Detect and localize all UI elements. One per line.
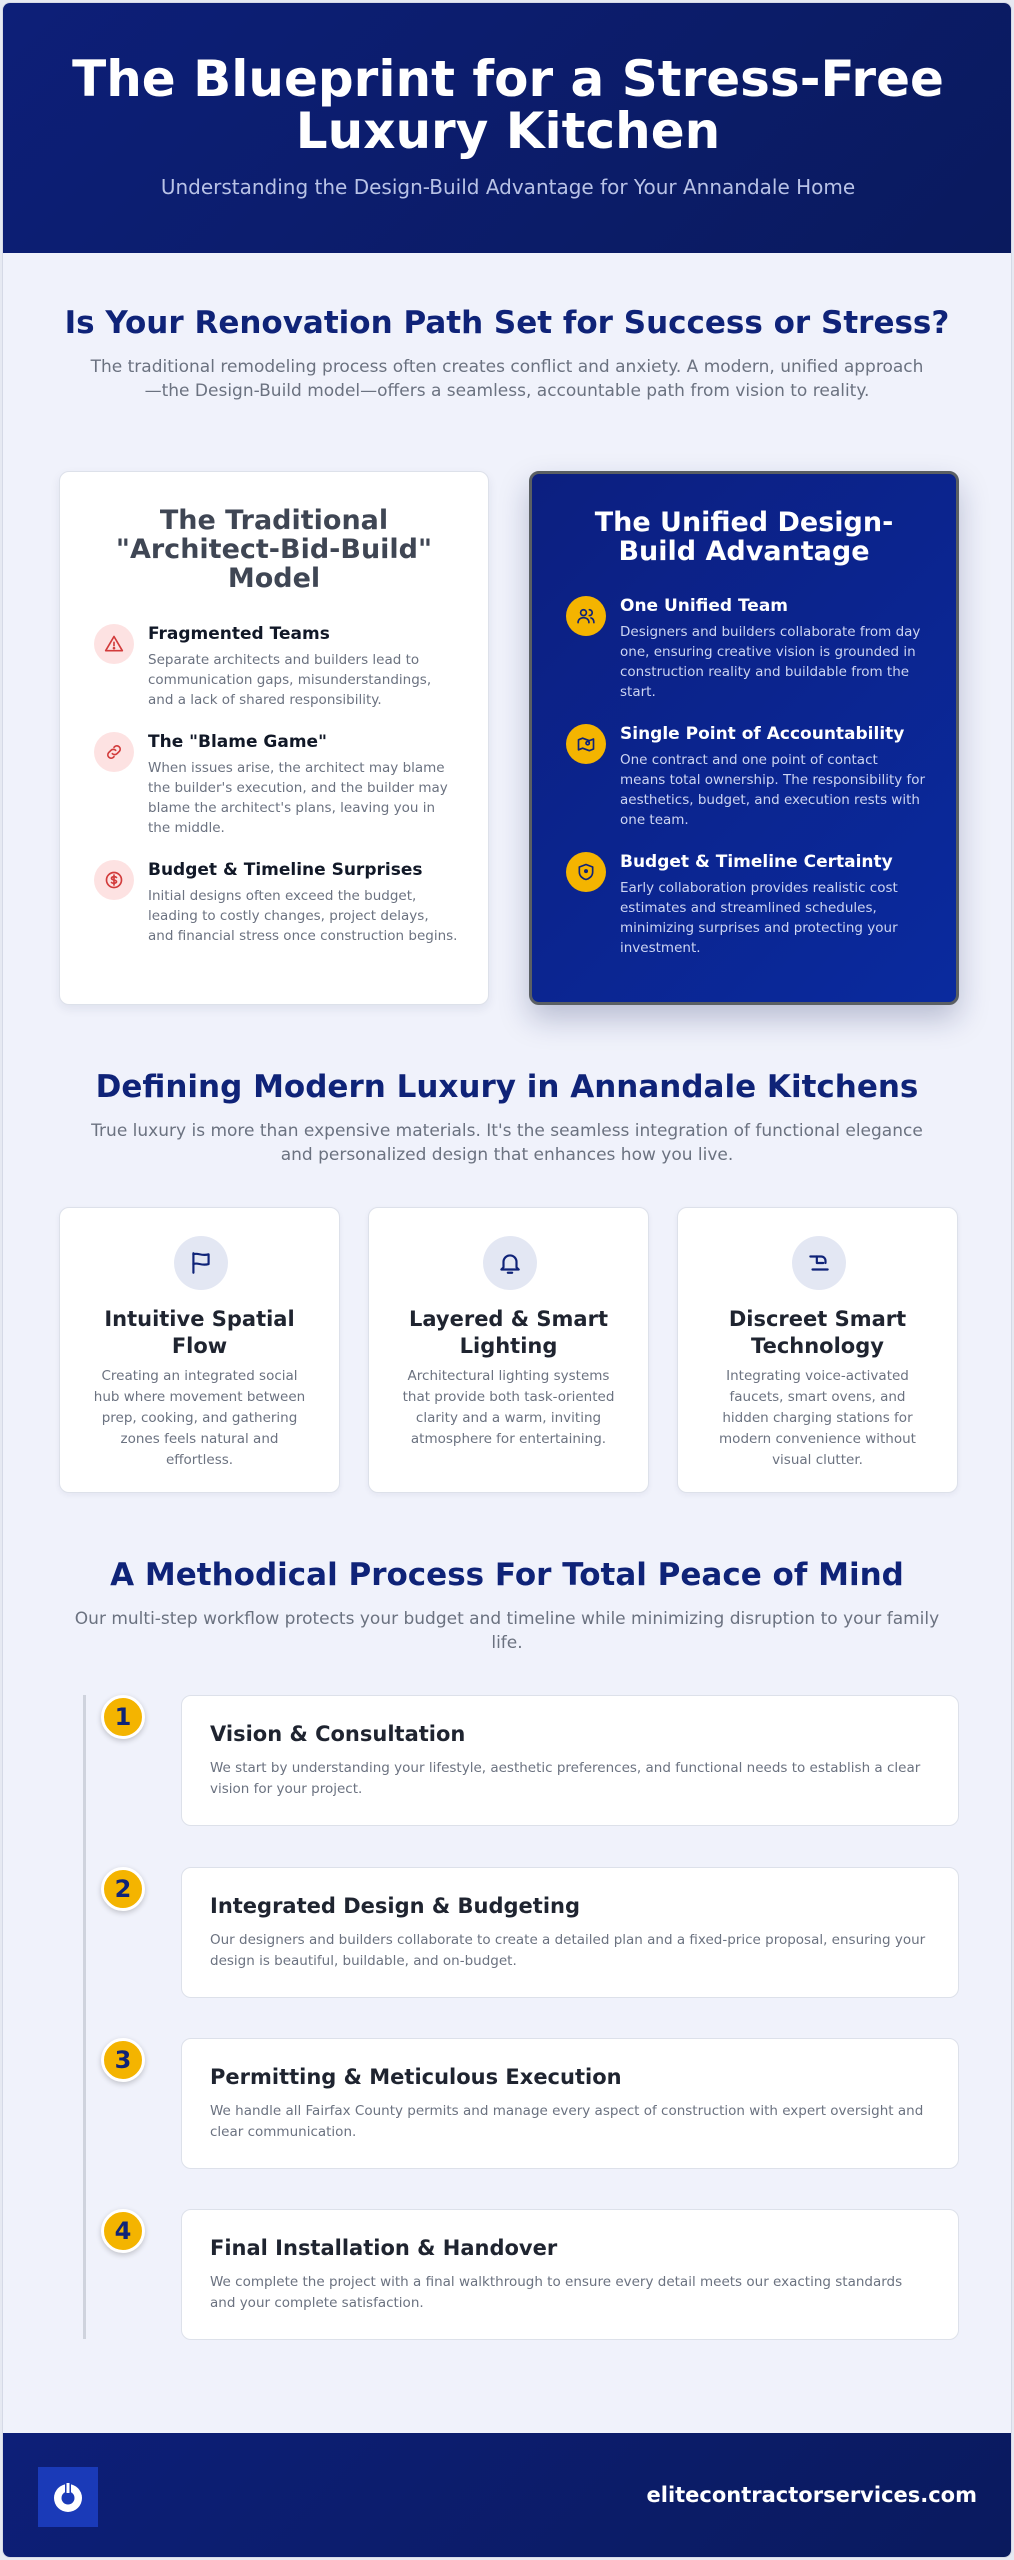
process-section-title: A Methodical Process For Total Peace of Mind [110,1557,904,1593]
luxury-card-title: Intuitive Spatial Flow [104,1307,295,1358]
faucet-icon [792,1236,846,1290]
process-step-card [181,2209,959,2340]
link-icon [94,732,134,772]
unified-item-title: Budget & Timeline Certainty [620,852,893,872]
process-step-desc: We complete the project with a final walkthrough to ensure every detail meets our exacting standards and your complete satisfaction. [210,2274,903,2311]
traditional-item-title: Budget & Timeline Surprises [148,860,423,880]
process-step-card [181,1695,959,1826]
step-number-badge: 3 [101,2038,145,2082]
luxury-card-title: Discreet Smart Technology [728,1307,907,1358]
luxury-section-subtitle: True luxury is more than expensive materials. It's the seamless integration of functional elegance and personalized design that enhances how you live. [91,1121,923,1165]
path-section-subtitle: The traditional remodeling process often creates conflict and anxiety. A modern, unified approach—the Design-Build model—offers a seamless, accountable path from vision to reality. [90,357,924,401]
process-step-card [181,2038,959,2169]
process-step-title: Final Installation & Handover [210,2236,558,2260]
luxury-card-desc: Architectural lighting systems that provide both task-oriented clarity and a warm, inviting atmosphere for entertaining. [402,1368,615,1447]
map-pin-icon [566,724,606,764]
unified-card-title: The Unified Design-Build Advantage [594,507,894,567]
unified-item-desc: Designers and builders collaborate from day one, ensuring creative vision is grounded in construction reality and buildable from the start. [620,624,921,700]
bell-icon [483,1236,537,1290]
step-number-badge: 1 [101,1695,145,1739]
process-step-card [181,1867,959,1998]
traditional-item-title: The "Blame Game" [148,732,327,752]
footer [3,2433,1012,2558]
luxury-card [59,1207,340,1493]
step-number-badge: 4 [101,2209,145,2253]
page-title: The Blueprint for a Stress-Free Luxury Kitchen [72,50,944,160]
unified-model-card [529,471,959,1005]
shield-icon [566,852,606,892]
dollar-icon [94,860,134,900]
unified-item-desc: One contract and one point of contact means total ownership. The responsibility for aesthetics, budget, and execution rests with one team. [620,752,926,828]
luxury-card [368,1207,649,1493]
infographic-page [2,2,1012,2558]
luxury-section-title: Defining Modern Luxury in Annandale Kitchens [95,1069,919,1105]
hero-header [3,3,1012,253]
traditional-model-card [59,471,489,1005]
process-step-title: Integrated Design & Budgeting [210,1894,581,1918]
traditional-item-desc: When issues arise, the architect may blame the builder's execution, and the builder may blame the architect's plans, leaving you in the middle. [148,760,448,836]
process-step-desc: We start by understanding your lifestyle, aesthetic preferences, and functional needs to establish a clear vision for your project. [210,1760,921,1797]
unified-item-title: Single Point of Accountability [620,724,905,744]
traditional-card-title: The Traditional "Architect-Bid-Build" Model [115,505,433,594]
process-step-title: Permitting & Meticulous Execution [210,2065,622,2089]
website-link[interactable]: elitecontractorservices.com [646,2483,977,2507]
flag-icon [174,1236,228,1290]
luxury-card-title: Layered & Smart Lighting [409,1307,608,1358]
process-step-desc: We handle all Fairfax County permits and manage every aspect of construction with expert oversight and clear communication. [210,2103,924,2140]
luxury-card [677,1207,958,1493]
luxury-card-desc: Integrating voice-activated faucets, smart ovens, and hidden charging stations for modern convenience without visual clutter. [719,1368,916,1468]
luxury-card-desc: Creating an integrated social hub where movement between prep, cooking, and gathering zones feels natural and effortless. [93,1368,306,1468]
team-icon [566,596,606,636]
process-step-desc: Our designers and builders collaborate to create a detailed plan and a fixed-price proposal, ensuring your design is beautiful, buildable, and on-budget. [210,1932,926,1969]
timeline-line [83,1695,86,2339]
page-subtitle: Understanding the Design-Build Advantage for Your Annandale Home [160,175,856,199]
unified-item-desc: Early collaboration provides realistic cost estimates and streamlined schedules, minimizing surprises and protecting your investment. [620,880,898,956]
traditional-item-desc: Separate architects and builders lead to communication gaps, misunderstandings, and a lack of shared responsibility. [148,652,432,708]
traditional-item-desc: Initial designs often exceed the budget, leading to costly changes, project delays, and financial stress once construction begins. [148,888,458,944]
process-step-title: Vision & Consultation [210,1722,466,1746]
warning-triangle-icon [94,624,134,664]
step-number-badge: 2 [101,1867,145,1911]
path-section-title: Is Your Renovation Path Set for Success or Stress? [64,305,950,341]
unified-item-title: One Unified Team [620,596,789,616]
process-section-subtitle: Our multi-step workflow protects your budget and timeline while minimizing disruption to your family life. [74,1609,940,1653]
traditional-item-title: Fragmented Teams [148,624,330,644]
power-logo-icon [38,2467,98,2527]
